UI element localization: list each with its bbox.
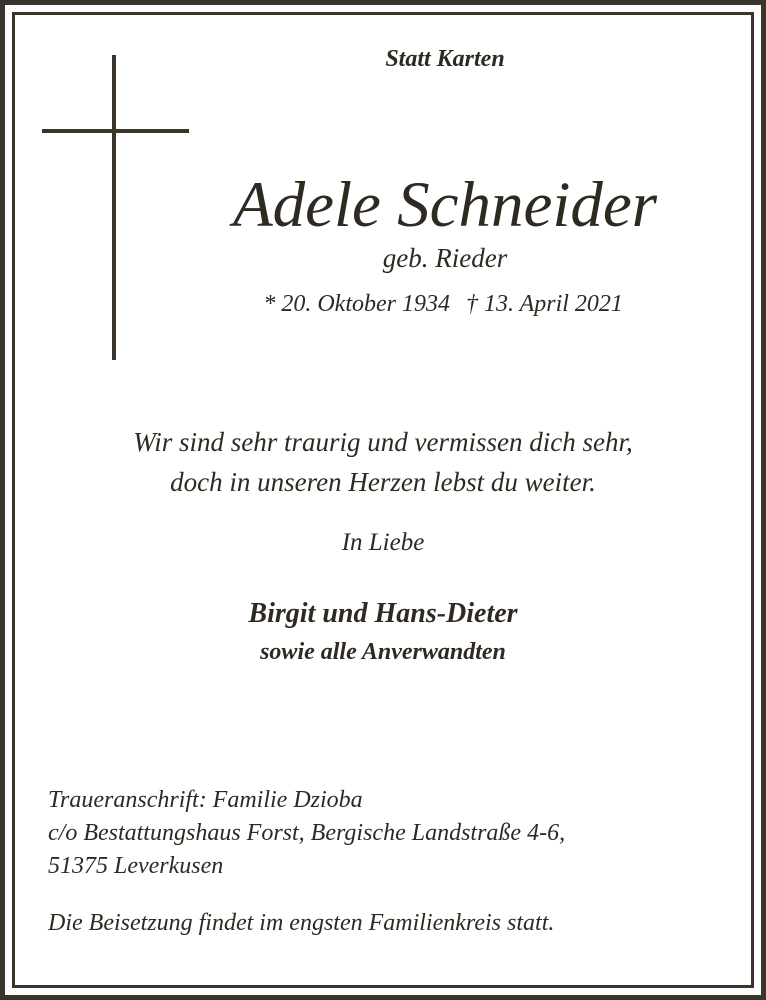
- cross-horizontal-bar: [42, 129, 189, 133]
- deceased-name: Adele Schneider: [232, 169, 658, 241]
- verse-line-1: Wir sind sehr traurig und vermissen dich sehr,: [133, 427, 633, 457]
- address-line-2: c/o Bestattungshaus Forst, Bergische Landstraße 4-6,: [48, 820, 566, 846]
- maiden-name: geb. Rieder: [382, 243, 508, 273]
- burial-note: Die Beisetzung findet im engsten Familienkreis statt.: [48, 910, 555, 936]
- verse-line-2: doch in unseren Herzen lebst du weiter.: [170, 467, 596, 497]
- closing-phrase: In Liebe: [341, 529, 425, 556]
- address-line-1: Traueranschrift: Familie Dzioba: [48, 787, 363, 813]
- address-line-3: 51375 Leverkusen: [48, 853, 224, 879]
- header-statt-karten: Statt Karten: [385, 46, 505, 72]
- condolence-address: [48, 784, 565, 883]
- memorial-verse: [0, 422, 766, 502]
- cross-vertical-bar: [112, 55, 116, 360]
- mourner-relatives: sowie alle Anverwandten: [260, 639, 506, 665]
- death-date: † 13. April 2021: [466, 291, 623, 317]
- mourner-names: Birgit und Hans-Dieter: [248, 598, 518, 629]
- birth-date: * 20. Oktober 1934: [263, 291, 450, 317]
